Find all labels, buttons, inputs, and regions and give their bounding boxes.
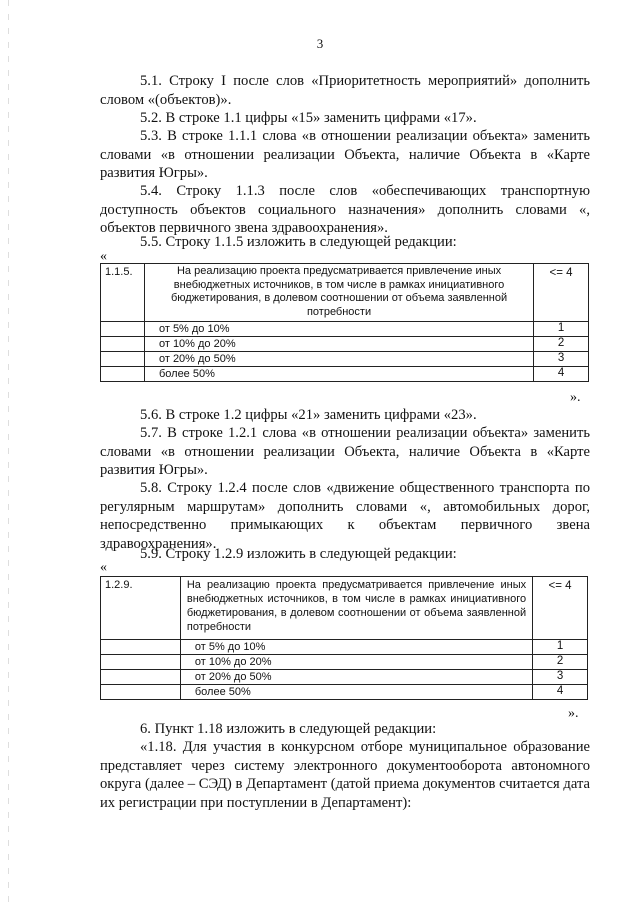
- row-description: На реализацию проекта предусматривается привлечение иных внебюджетных источников, в том числе в рамках инициативного бюджетирования, в долевом соотношении от объема заявленной потребности: [180, 577, 532, 640]
- table-row: [101, 685, 588, 700]
- range-value: 3: [534, 352, 589, 367]
- table-row: [101, 670, 588, 685]
- range-label: более 50%: [144, 367, 533, 382]
- range-value: 4: [533, 685, 588, 700]
- paragraph-5-9: 5.9. Строку 1.2.9 изложить в следующей редакции:: [140, 546, 457, 562]
- open-quote-2: «: [100, 560, 107, 575]
- range-value: 1: [533, 640, 588, 655]
- row-code: 1.1.5.: [101, 264, 145, 322]
- table-row: [101, 577, 588, 640]
- open-quote-1: «: [100, 249, 107, 264]
- table-row: [101, 322, 589, 337]
- range-label: от 20% до 50%: [144, 352, 533, 367]
- paragraph-5-6: 5.6. В строке 1.2 цифры «21» заменить цифрами «23».: [140, 407, 477, 423]
- paragraph-5-4: 5.4. Строку 1.1.3 после слов «обеспечивающих транспортную доступность объектов социального назначения» дополнить словами «, объектов первичного звена здравоохранения».: [100, 183, 590, 236]
- close-quote-2: ».: [568, 706, 579, 721]
- range-value: 2: [533, 655, 588, 670]
- range-label: от 10% до 20%: [144, 337, 533, 352]
- table-row: [101, 655, 588, 670]
- range-value: 4: [534, 367, 589, 382]
- page-number: 3: [316, 36, 324, 51]
- row-score: <= 4: [534, 264, 589, 322]
- range-label: от 20% до 50%: [180, 670, 532, 685]
- range-value: 3: [533, 670, 588, 685]
- paragraph-5-7: 5.7. В строке 1.2.1 слова «в отношении реализации объекта» заменить словами «в отношении реализации Объекта, наличие Объекта в «Карте развития Югры».: [100, 425, 590, 478]
- table-row: [101, 264, 589, 322]
- close-quote-1: ».: [570, 390, 581, 405]
- table-row: [101, 640, 588, 655]
- range-label: более 50%: [180, 685, 532, 700]
- row-score: <= 4: [533, 577, 588, 640]
- row-code: 1.2.9.: [101, 577, 181, 640]
- paragraph-5-8: 5.8. Строку 1.2.4 после слов «движение общественного транспорта по регулярным маршрутам» дополнить словами «, автомобильных дорог, непосредственно примыкающих к объектам первичного звена здравоохранения».: [100, 480, 590, 552]
- scan-edge-artifact: [8, 0, 9, 905]
- range-label: от 5% до 10%: [144, 322, 533, 337]
- paragraph-5-5: 5.5. Строку 1.1.5 изложить в следующей редакции:: [140, 234, 457, 250]
- paragraph-5-2: 5.2. В строке 1.1 цифры «15» заменить цифрами «17».: [140, 110, 477, 126]
- paragraph-5-3: 5.3. В строке 1.1.1 слова «в отношении реализации объекта» заменить словами «в отношении реализации Объекта, наличие Объекта в «Карте развития Югры».: [100, 128, 590, 181]
- range-label: от 5% до 10%: [180, 640, 532, 655]
- table-row: [101, 337, 589, 352]
- range-value: 2: [534, 337, 589, 352]
- paragraph-6: 6. Пункт 1.18 изложить в следующей редакции:: [140, 721, 437, 737]
- range-label: от 10% до 20%: [180, 655, 532, 670]
- row-description: На реализацию проекта предусматривается привлечение иных внебюджетных источников, в том числе в рамках инициативного бюджетирования, в долевом соотношении от объема заявленной потребности: [144, 264, 533, 322]
- paragraph-5-1: 5.1. Строку I после слов «Приоритетность мероприятий» дополнить словом «(объектов)».: [100, 73, 590, 108]
- table-row: [101, 352, 589, 367]
- criteria-table-1: [100, 263, 589, 382]
- range-value: 1: [534, 322, 589, 337]
- paragraph-1-18: «1.18. Для участия в конкурсном отборе муниципальное образование представляет через систему электронного документооборота автономного округа (далее – СЭД) в Департамент (датой приема документов считается дата их регистрации при поступлении в Департамент):: [100, 739, 590, 811]
- criteria-table-2: [100, 576, 588, 700]
- table-row: [101, 367, 589, 382]
